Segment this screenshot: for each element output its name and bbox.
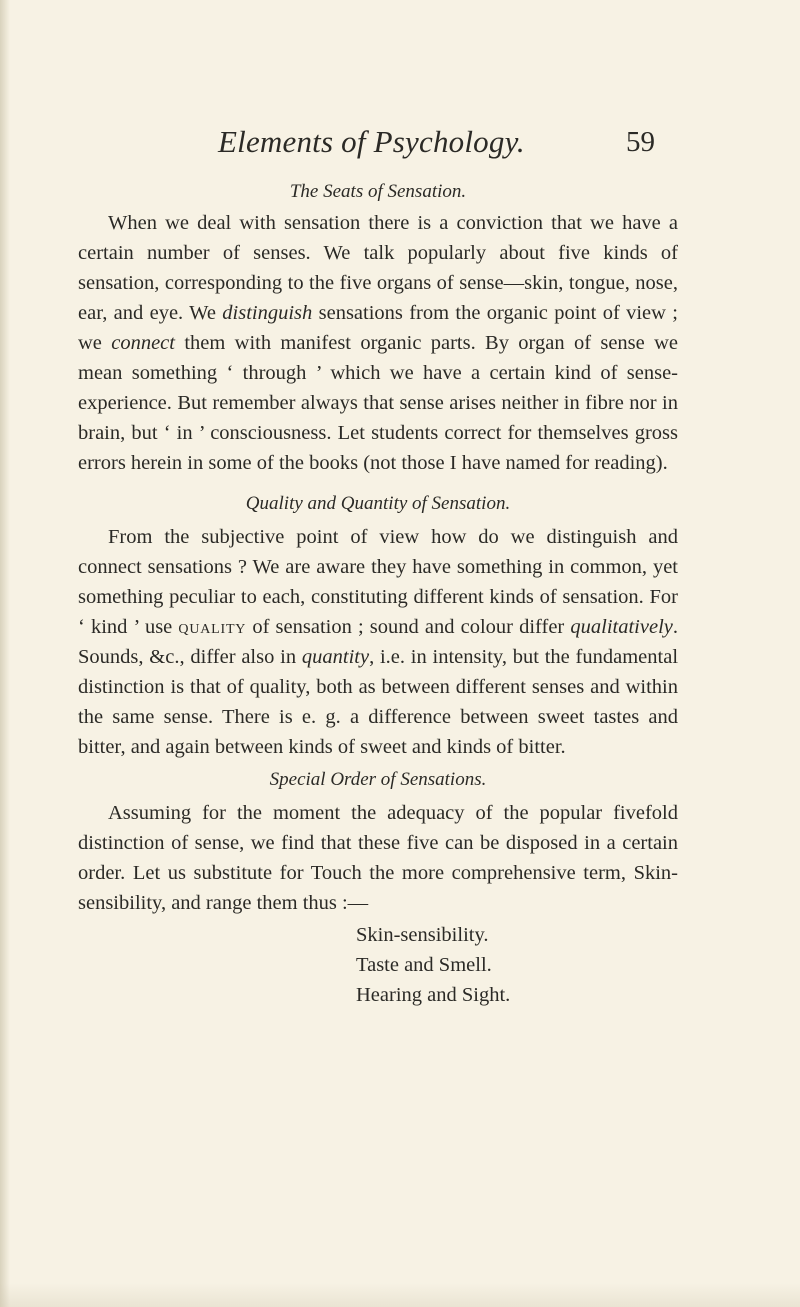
emphasis-quantity: quantity xyxy=(301,646,370,668)
sense-order-list xyxy=(356,920,678,1010)
paragraph-quality xyxy=(78,522,678,762)
section-heading-quality: Quality and Quantity of Sensation. xyxy=(245,493,511,514)
emphasis-connect: connect xyxy=(111,332,175,354)
section-heading-seats: The Seats of Sensation. xyxy=(289,181,467,202)
page-edge xyxy=(0,0,10,1307)
list-item: Hearing and Sight. xyxy=(356,984,511,1006)
text-run: . Sounds, &c., differ also in xyxy=(78,616,678,668)
emphasis-distinguish: distinguish xyxy=(222,302,313,324)
page-bottom-shadow xyxy=(0,1283,800,1307)
text-run: , i.e. in intensity, but the fundamental distinction is that of quality, both as between different senses and within the same sense. There is e. g. a difference between sweet tastes and bitter, and again between kinds of sweet and kinds of bitter. xyxy=(78,646,679,758)
text-run: them with manifest organic parts. By organ of sense we mean something ‘ through ’ which we have a certain kind of sense-experience. But remember always that sense arises neither in fibre nor in brain, but ‘ in ’ consciousness. Let students correct for themselves gross errors herein in some of the books (not those I have named for reading). xyxy=(78,332,678,474)
running-title: Elements of Psychology. xyxy=(218,124,525,159)
paragraph-seats xyxy=(78,208,678,478)
emphasis-qualitatively: qualitatively xyxy=(570,616,673,638)
page-body xyxy=(78,180,678,1010)
text-run: When we deal with sensation there is a conviction that we have a certain number of senses. We talk popularly about five kinds of sensation, corresponding to the five organs of sense—skin, tongue, nose, ear, and eye. We xyxy=(78,212,678,324)
section-heading-order: Special Order of Sensations. xyxy=(269,769,487,790)
page-number: 59 xyxy=(626,126,655,158)
text-run: sensations from the organic point of view ; we xyxy=(78,302,678,354)
list-item: Taste and Smell. xyxy=(356,954,492,976)
paragraph-order xyxy=(78,798,678,918)
text-run: From the subjective point of view how do we distinguish and connect sensations ? We are aware they have something in common, yet something peculiar to each, constituting different kinds of sensation. For ‘ kind ’ use xyxy=(78,526,678,638)
list-item: Skin-sensibility. xyxy=(356,924,489,946)
running-head xyxy=(0,124,800,164)
text-run: Assuming for the moment the adequacy of the popular fivefold distinction of sense, we find that these five can be disposed in a certain order. Let us substitute for Touch the more comprehensive term, Skin-sensibility, and range them thus :— xyxy=(78,802,678,914)
smallcaps-quality: quality xyxy=(178,616,247,638)
text-run: of sensation ; sound and colour differ xyxy=(246,616,571,638)
